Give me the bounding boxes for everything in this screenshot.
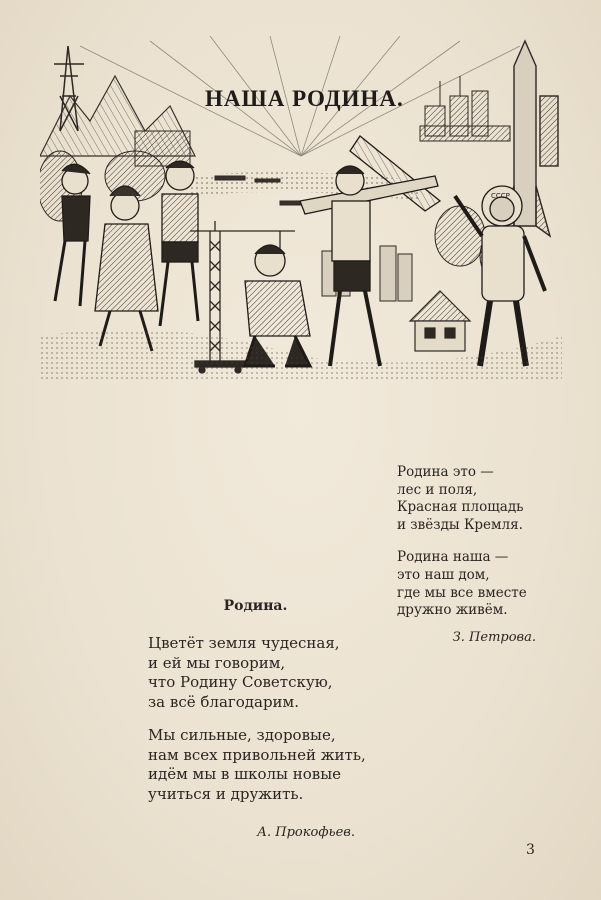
poem-line: за всё благодарим. bbox=[148, 692, 299, 711]
house-icon bbox=[410, 291, 470, 351]
poem-stanza bbox=[148, 726, 403, 804]
poem-line: Родина это — bbox=[397, 464, 494, 480]
poem-stanza bbox=[397, 549, 542, 619]
page-number: 3 bbox=[526, 842, 535, 858]
poem-line: и звёзды Кремля. bbox=[397, 516, 523, 533]
poem-line: идём мы в школы новые bbox=[148, 765, 342, 783]
poem-line: Цветёт земля чудесная, bbox=[148, 634, 340, 652]
factory-icon bbox=[420, 76, 510, 141]
poem-line: Мы сильные, здоровые, bbox=[148, 726, 336, 744]
poem-line: дружно живём. bbox=[397, 602, 508, 619]
poem-line: где мы все вместе bbox=[397, 584, 527, 601]
poem-title: Родина. bbox=[223, 598, 288, 614]
poem-petrova bbox=[397, 464, 542, 645]
poem-author: А. Прокофьев. bbox=[257, 825, 355, 840]
poem-line: Красная площадь bbox=[397, 499, 524, 516]
poem-prokofiev bbox=[148, 598, 403, 840]
poem-line: нам всех привольней жить, bbox=[148, 745, 366, 764]
page-title: НАША РОДИНА. bbox=[205, 86, 404, 111]
poem-line: что Родину Советскую, bbox=[148, 673, 333, 691]
poem-stanza bbox=[148, 634, 403, 712]
poem-line: это наш дом, bbox=[397, 566, 490, 583]
children-dancing bbox=[55, 161, 198, 351]
poem-line: и ей мы говорим, bbox=[148, 653, 286, 672]
poem-line: учиться и дружить. bbox=[148, 784, 304, 803]
poem-stanza bbox=[397, 464, 542, 534]
cosmonaut-helmet-label: СССР bbox=[491, 192, 510, 200]
poem-author: З. Петрова. bbox=[452, 629, 536, 645]
poem-line: Родина наша — bbox=[397, 549, 509, 566]
poem-line: лес и поля, bbox=[397, 481, 478, 498]
